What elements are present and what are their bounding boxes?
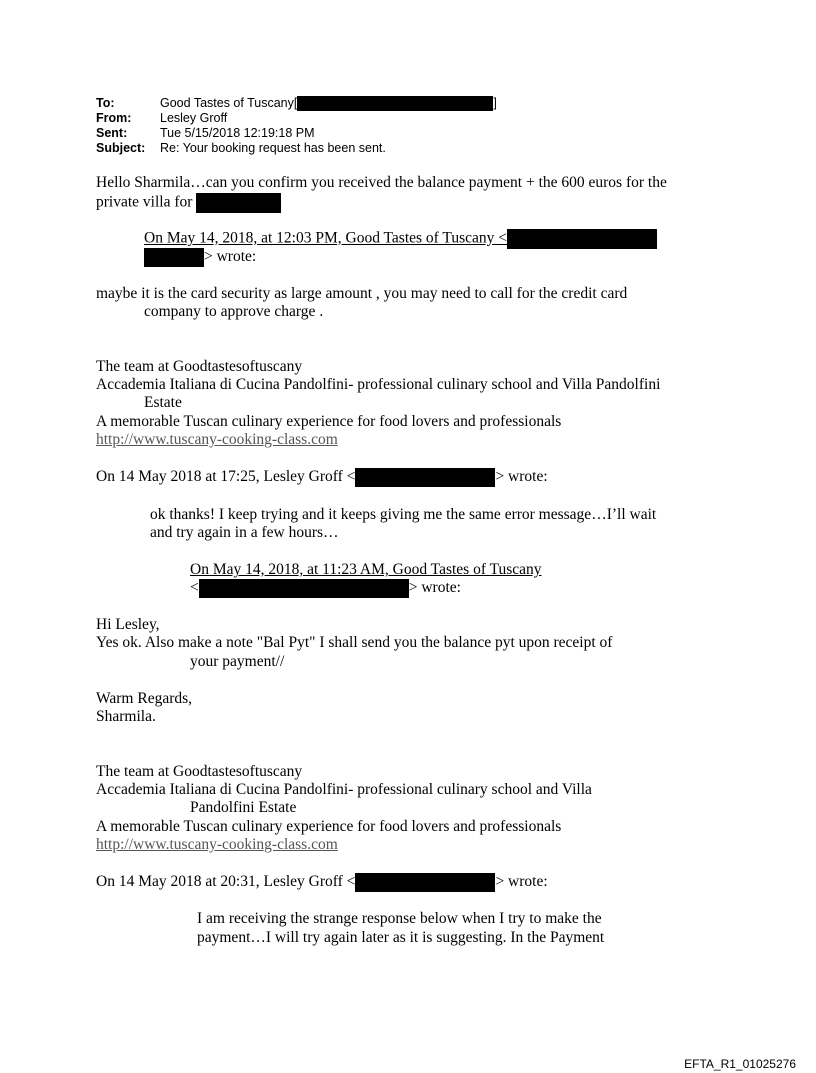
signature2-line3: Pandolfini Estate (190, 799, 297, 816)
redacted-email-address (355, 468, 495, 487)
signature2-line1: The team at Goodtastesoftuscany (96, 763, 303, 780)
message1-line2 (96, 193, 281, 213)
message3-line1: ok thanks! I keep trying and it keeps giving me the same error message…I’ll wait (150, 506, 657, 523)
to-recipient: Good Tastes of Tuscany[ (160, 96, 298, 110)
signature2-line2: Accademia Italiana di Cucina Pandolfini- professional culinary school and Villa (96, 781, 592, 798)
quote1-line1-text: On May 14, 2018, at 12:03 PM, Good Tastes of Tuscany < (144, 229, 508, 247)
document-id-footer: EFTA_R1_01025276 (684, 1057, 796, 1071)
redacted-name (196, 193, 281, 213)
quote3-line2-prefix: < (190, 579, 199, 597)
message2-line2: company to approve charge . (144, 303, 324, 320)
quote3-line1 (190, 561, 542, 579)
message4-closing: Warm Regards, (96, 690, 193, 707)
subject-value: Re: Your booking request has been sent. (160, 141, 386, 155)
signature1-website-link[interactable]: http://www.tuscany-cooking-class.com (96, 431, 338, 448)
sent-label: Sent: (96, 126, 128, 140)
redacted-email-address (297, 96, 493, 111)
message4-line1: Yes ok. Also make a note "Bal Pyt" I shall send you the balance pyt upon receipt of (96, 634, 613, 651)
quote1-line1 (144, 229, 657, 249)
redacted-email-address (199, 579, 409, 598)
signature1-line1: The team at Goodtastesoftuscany (96, 358, 303, 375)
signature1-line2: Accademia Italiana di Cucina Pandolfini- professional culinary school and Villa Pandolfini (96, 376, 661, 393)
message4-greeting: Hi Lesley, (96, 616, 160, 633)
quote3-line1-text: On May 14, 2018, at 11:23 AM, Good Tastes of Tuscany (190, 561, 542, 578)
quote4-line (96, 873, 548, 892)
quote4-suffix: > wrote: (495, 873, 548, 891)
redacted-email-address (144, 248, 204, 267)
quote3-line2-suffix: > wrote: (408, 579, 461, 597)
message5-line1: I am receiving the strange response below when I try to make the (197, 910, 602, 927)
redacted-email-address (507, 229, 657, 249)
quote1-line2 (144, 248, 256, 267)
quote4-prefix: On 14 May 2018 at 20:31, Lesley Groff < (96, 873, 356, 891)
quote2-prefix: On 14 May 2018 at 17:25, Lesley Groff < (96, 468, 356, 486)
redacted-email-address (355, 873, 495, 892)
to-close-bracket: ] (493, 96, 497, 110)
signature1-line3: Estate (144, 394, 182, 411)
message3-line2: and try again in a few hours… (150, 524, 339, 541)
message5-line2: payment…I will try again later as it is suggesting. In the Payment (197, 929, 605, 946)
quote1-line2-text: > wrote: (204, 248, 257, 266)
message2-line1: maybe it is the card security as large amount , you may need to call for the credit card (96, 285, 628, 302)
from-label: From: (96, 111, 132, 125)
message1-line1: Hello Sharmila…can you confirm you received the balance payment + the 600 euros for the (96, 174, 667, 191)
signature2-line4: A memorable Tuscan culinary experience for food lovers and professionals (96, 818, 562, 835)
sent-value: Tue 5/15/2018 12:19:18 PM (160, 126, 315, 140)
to-label: To: (96, 96, 115, 110)
to-value (160, 96, 497, 111)
signature2-website-link[interactable]: http://www.tuscany-cooking-class.com (96, 836, 338, 853)
message4-name: Sharmila. (96, 708, 156, 725)
quote2-suffix: > wrote: (495, 468, 548, 486)
message4-line2: your payment// (190, 653, 285, 670)
message1-line2-text: private villa for (96, 193, 193, 211)
from-value: Lesley Groff (160, 111, 228, 125)
signature1-line4: A memorable Tuscan culinary experience for food lovers and professionals (96, 413, 562, 430)
quote3-line2 (190, 579, 461, 598)
subject-label: Subject: (96, 141, 146, 155)
quote2-line (96, 468, 548, 487)
